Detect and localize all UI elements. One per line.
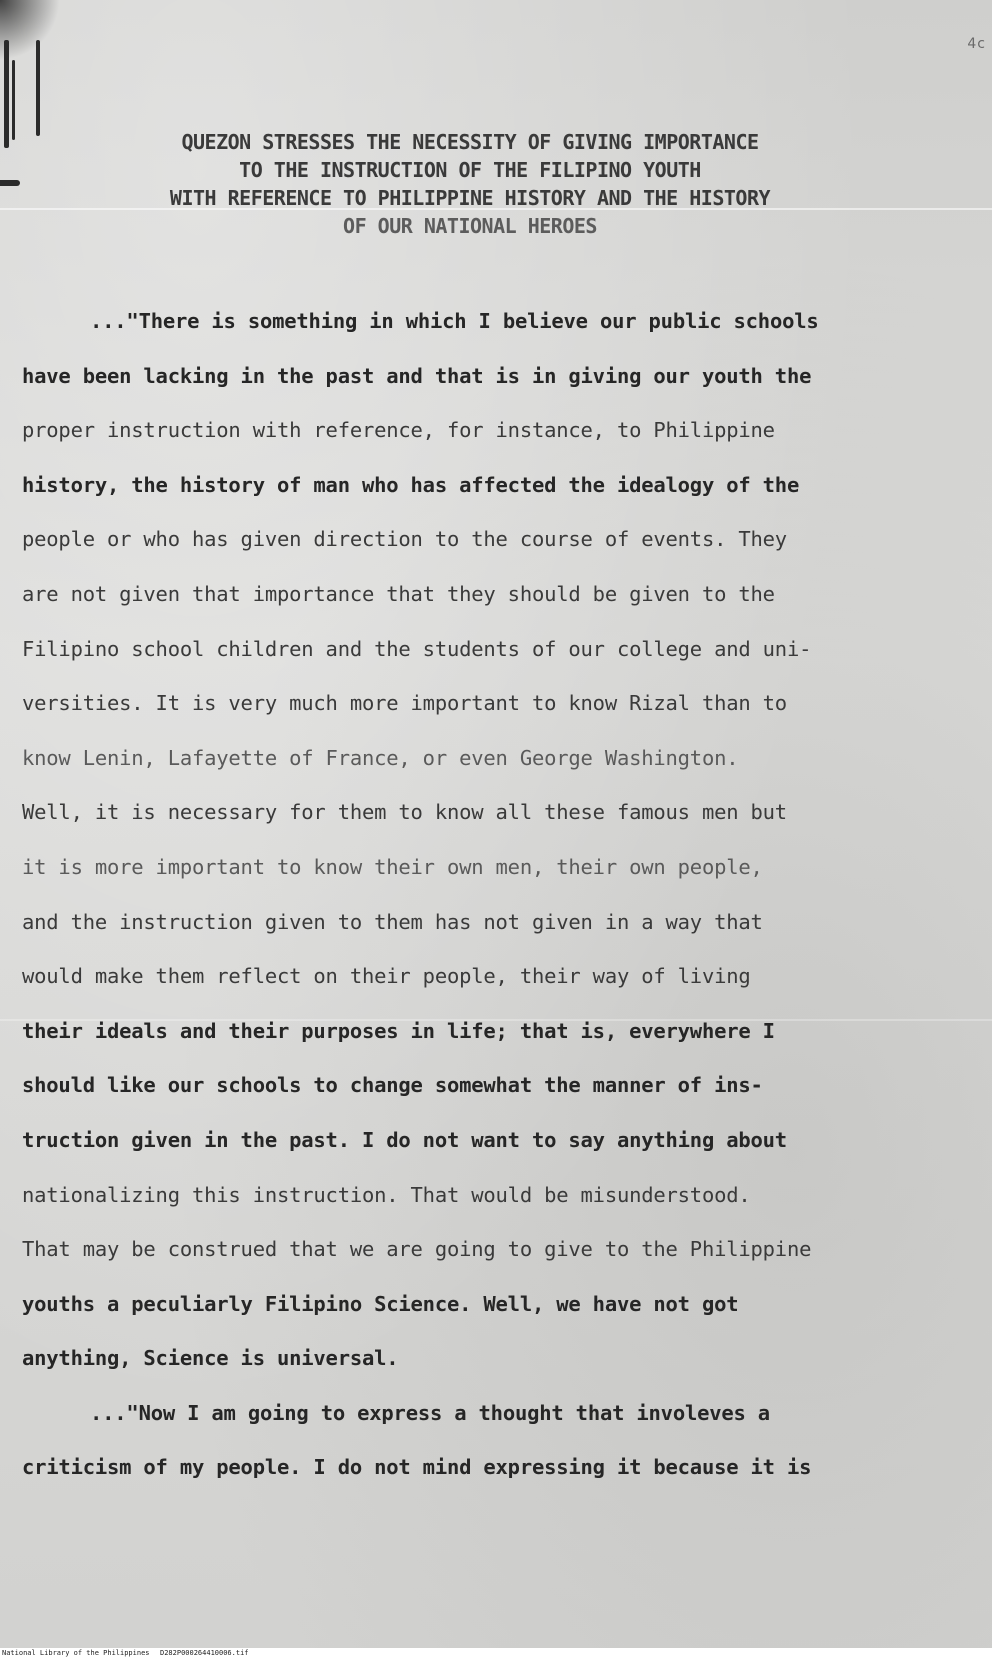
document-title	[60, 128, 880, 240]
body-line: people or who has given direction to the course of events. They	[22, 527, 787, 552]
binding-mark	[0, 180, 20, 186]
body-line: versities. It is very much more important to know Rizal than to	[22, 691, 787, 716]
body-line: proper instruction with reference, for instance, to Philippine	[22, 418, 775, 443]
body-line: know Lenin, Lafayette of France, or even George Washington.	[22, 745, 739, 770]
title-line: QUEZON STRESSES THE NECESSITY OF GIVING IMPORTANCE	[181, 130, 759, 154]
document-body	[22, 306, 942, 1507]
footer-library: National Library of the Philippines	[2, 1649, 150, 1657]
body-line: and the instruction given to them has not given in a way that	[22, 909, 763, 934]
binding-mark	[36, 40, 40, 136]
body-line: should like our schools to change somewhat the manner of ins-	[22, 1073, 763, 1098]
body-line: truction given in the past. I do not want to say anything about	[22, 1127, 787, 1152]
scan-corner-shadow	[0, 0, 60, 60]
body-line: would make them reflect on their people, their way of living	[22, 964, 751, 989]
corner-mark: 4c	[967, 36, 986, 52]
body-line: criticism of my people. I do not mind expressing it because it is	[22, 1455, 812, 1480]
body-line: anything, Science is universal.	[22, 1346, 399, 1371]
binding-mark	[12, 60, 15, 140]
body-line: That may be construed that we are going to give to the Philippine	[22, 1237, 812, 1262]
binding-mark	[4, 40, 9, 148]
footer-file-id: D282P000264410006.tif	[160, 1649, 249, 1657]
body-line: nationalizing this instruction. That would be misunderstood.	[22, 1182, 751, 1207]
body-line: ..."There is something in which I believe our public schools	[90, 309, 819, 333]
body-line: it is more important to know their own men, their own people,	[22, 854, 763, 879]
body-line: ..."Now I am going to express a thought that involeves a	[90, 1400, 770, 1425]
title-line: WITH REFERENCE TO PHILIPPINE HISTORY AND THE HISTORY	[169, 186, 771, 210]
body-line: have been lacking in the past and that is in giving our youth the	[22, 363, 812, 388]
scan-footer	[0, 1648, 992, 1658]
title-line: OF OUR NATIONAL HEROES	[343, 214, 597, 238]
body-line: Well, it is necessary for them to know all these famous men but	[22, 800, 787, 825]
body-line: their ideals and their purposes in life; that is, everywhere I	[22, 1018, 775, 1043]
body-line: are not given that importance that they should be given to the	[22, 581, 775, 606]
body-line: Filipino school children and the students of our college and uni-	[22, 636, 812, 661]
title-line: TO THE INSTRUCTION OF THE FILIPINO YOUTH	[239, 158, 701, 182]
body-line: youths a peculiarly Filipino Science. Well, we have not got	[22, 1291, 739, 1316]
body-line: history, the history of man who has affected the idealogy of the	[22, 472, 800, 497]
